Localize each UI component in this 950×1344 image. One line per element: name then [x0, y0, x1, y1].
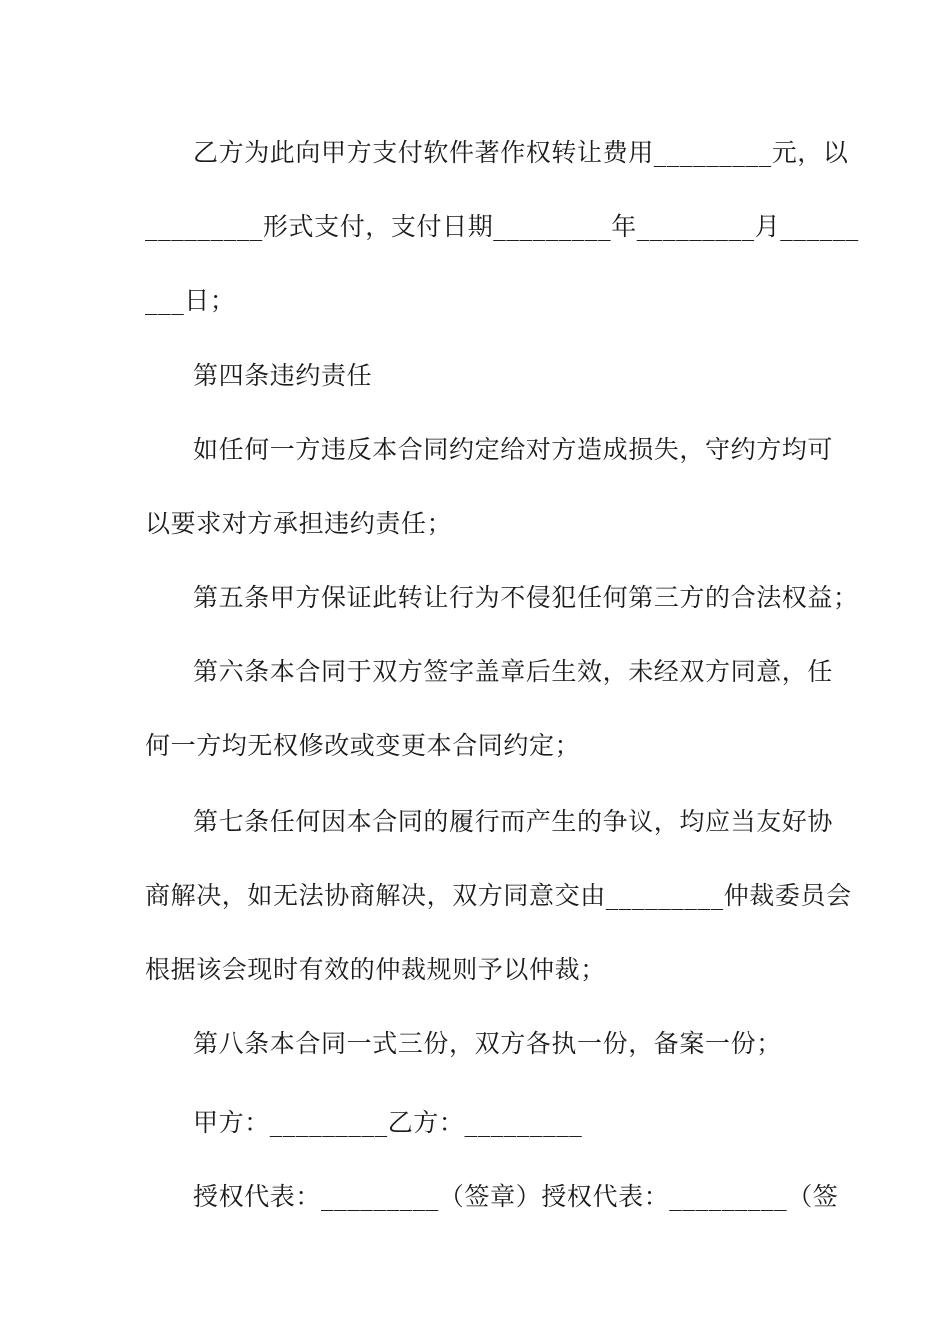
paragraph-line-3: ___日； [145, 286, 236, 315]
paragraph-line-6: 以要求对方承担违约责任； [145, 509, 453, 538]
authorized-representative-line: 授权代表：_________（签章）授权代表：_________（签 [193, 1182, 839, 1211]
article-7-line-2: 商解决，如无法协商解决，双方同意交由_________仲裁委员会 [145, 881, 852, 910]
article-5-line: 第五条甲方保证此转让行为不侵犯任何第三方的合法权益； [193, 583, 859, 612]
paragraph-line-1: 乙方为此向甲方支付软件著作权转让费用_________元，以 [193, 138, 849, 167]
article-7-line-3: 根据该会现时有效的仲裁规则予以仲裁； [145, 955, 606, 984]
parties-signature-line: 甲方：_________乙方：_________ [193, 1108, 583, 1137]
section-heading-article-4: 第四条违约责任 [193, 361, 373, 390]
paragraph-line-2: _________形式支付，支付日期_________年_________月______ [145, 212, 859, 241]
article-6-line-2: 何一方均无权修改或变更本合同约定； [145, 731, 581, 760]
article-7-line-1: 第七条任何因本合同的履行而产生的争议，均应当友好协 [193, 807, 834, 836]
paragraph-line-5: 如任何一方违反本合同约定给对方造成损失，守约方均可 [193, 435, 834, 464]
article-6-line-1: 第六条本合同于双方签字盖章后生效，未经双方同意，任 [193, 657, 834, 686]
article-8-line: 第八条本合同一式三份，双方各执一份，备案一份； [193, 1029, 782, 1058]
